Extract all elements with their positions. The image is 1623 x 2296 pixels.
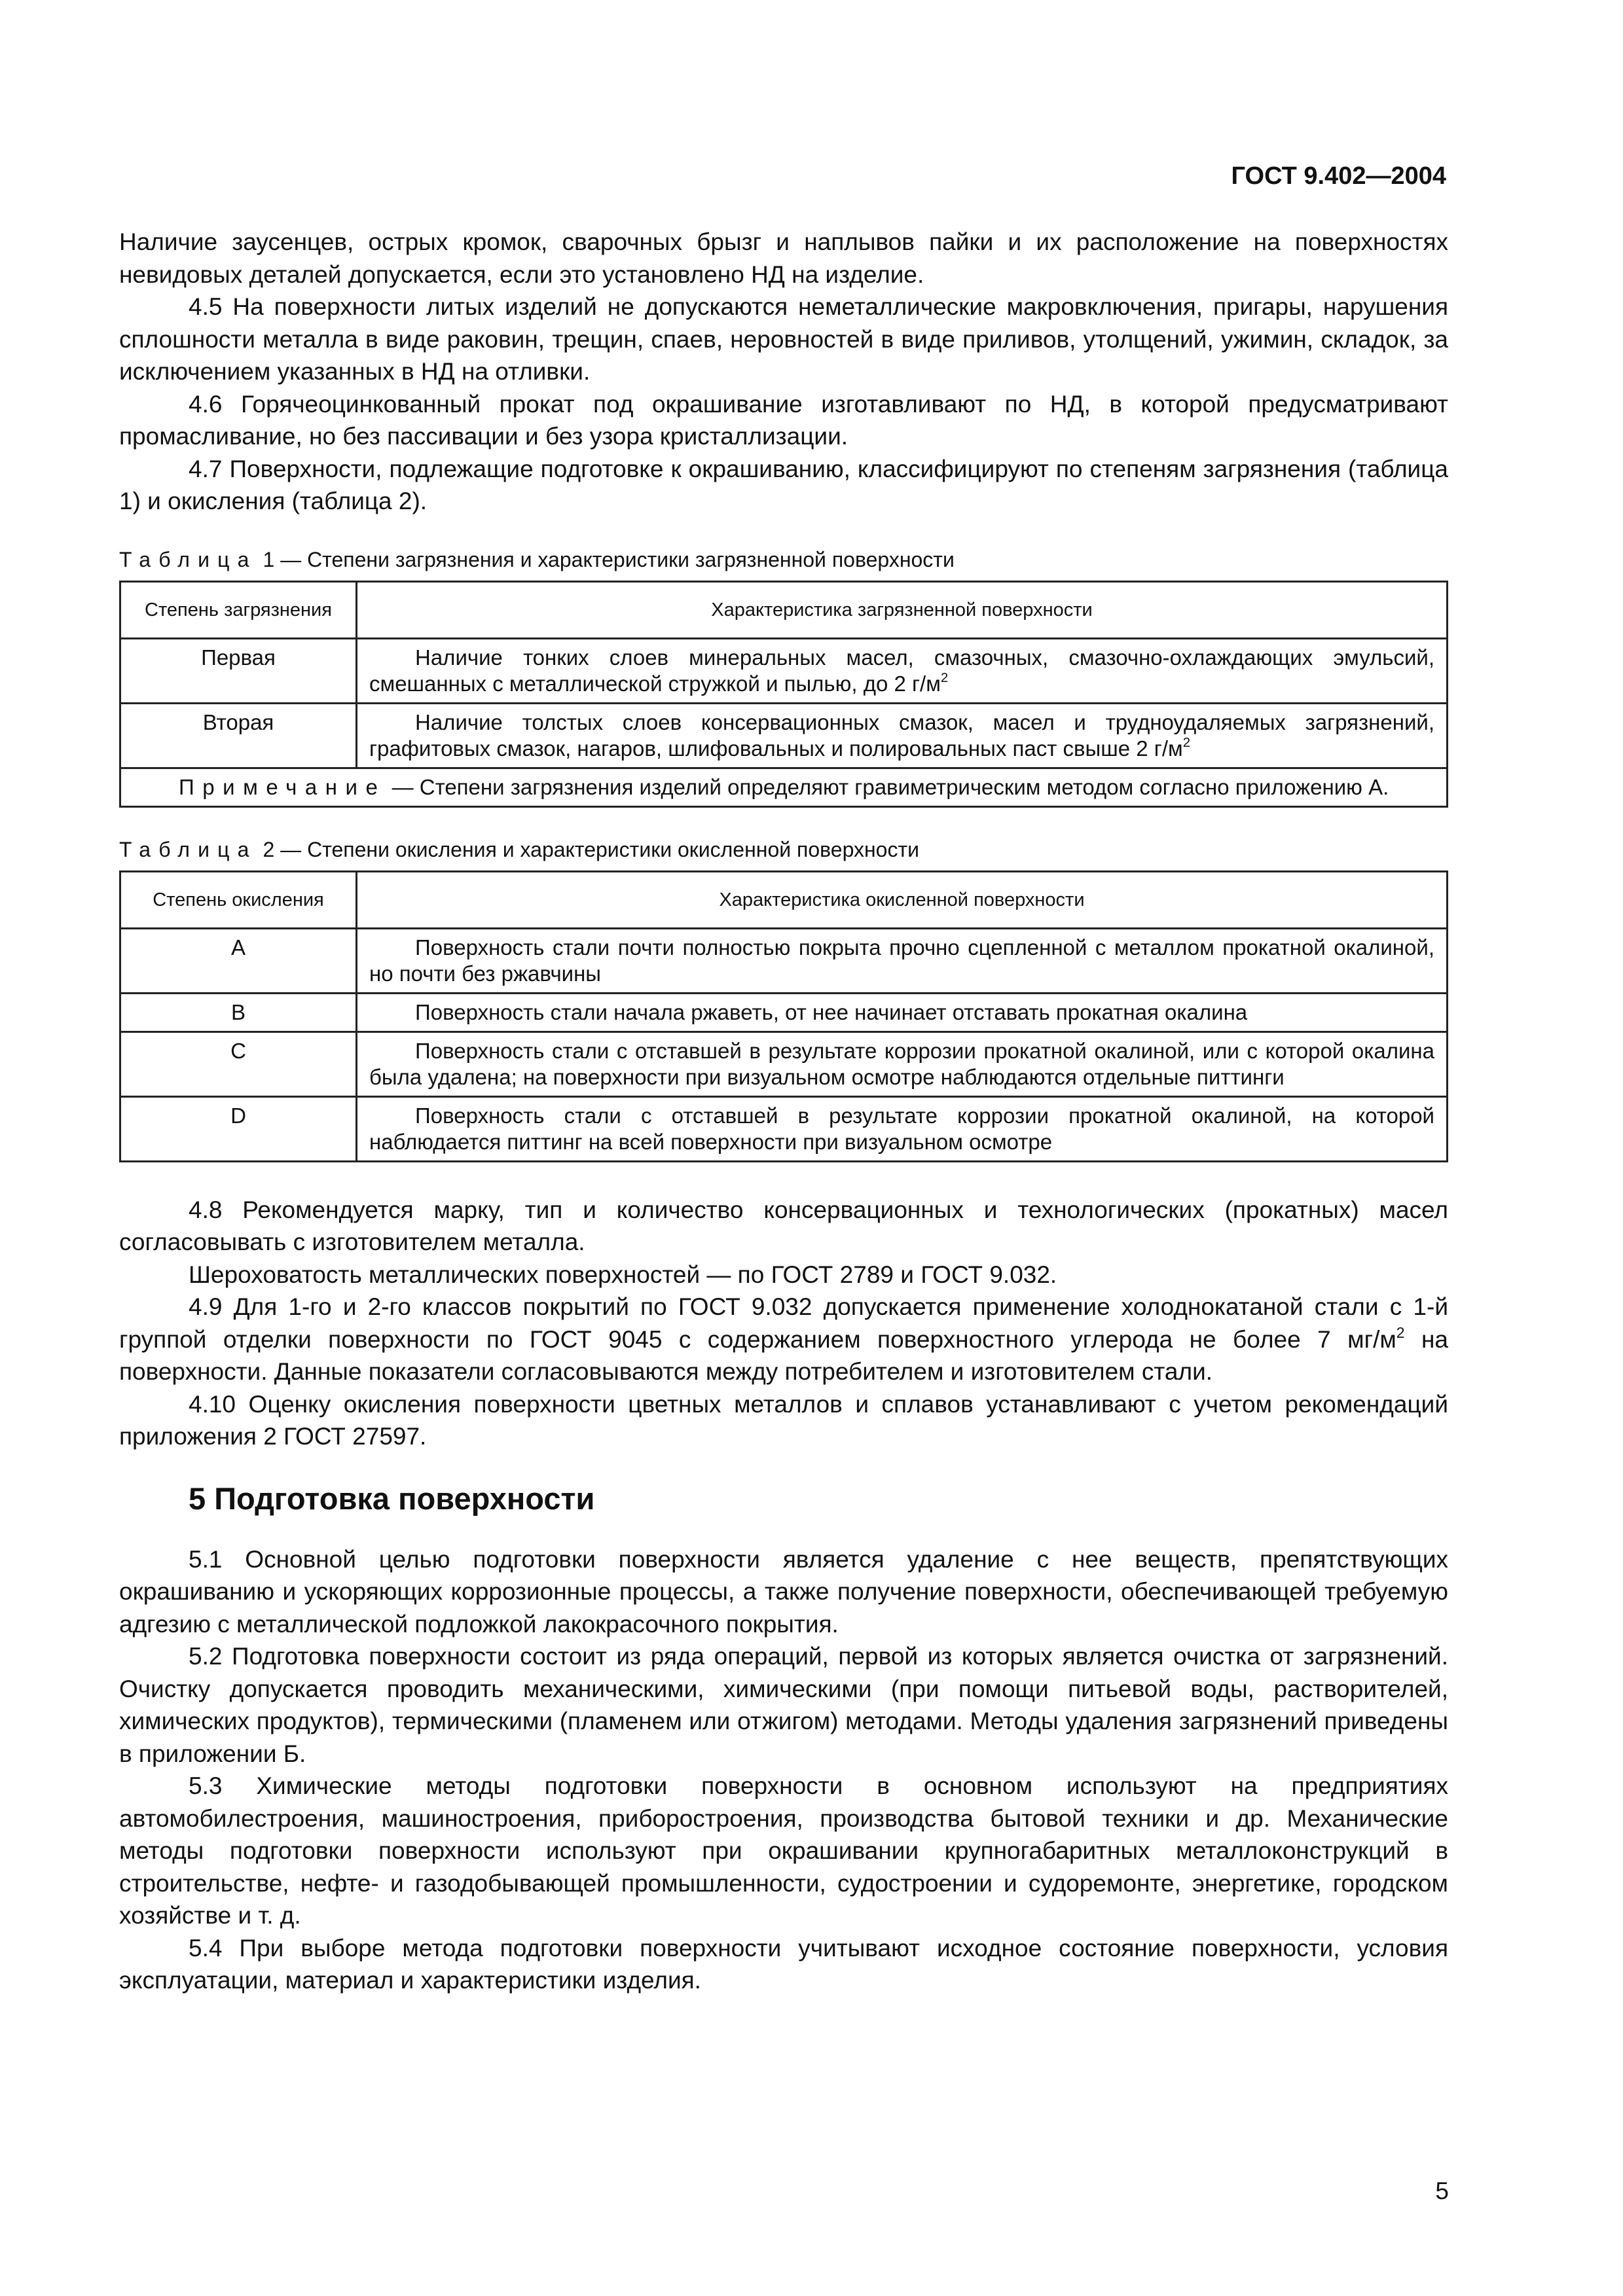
table-row [120,1031,1448,1096]
page-number: 5 [1435,2178,1449,2204]
column-header-degree: Степень загрязнения [120,581,357,638]
table-header-row [120,871,1448,928]
paragraph-roughness: Шероховатость металлических поверхностей — по ГОСТ 2789 и ГОСТ 9.032. [189,1261,1057,1288]
paragraph-4-7: 4.7 Поверхности, подлежащие подготовке к окрашиванию, классифицируют по степеням загрязнения (таблица 1) и окисления (таблица 2). [119,455,1448,514]
description-cell: Наличие толстых слоев консервационных смазок, масел и трудноудаляемых загрязнений, графитовых смазок, нагаров, шлифовальных и полировальных паст свыше 2 $г/м^2$ [357,703,1448,768]
column-header-characteristic: Характеристика загрязненной поверхности [357,581,1448,638]
table-row [120,703,1448,768]
table2-caption: Таблица 2 — Степени окисления и характеристики окисленной поверхности [119,837,919,861]
section-5-heading: 5 Подготовка поверхности [189,1480,595,1516]
paragraph-4-8: 4.8 Рекомендуется марку, тип и количество консервационных и технологических (прокатных) масел согласовывать с изготовителем металла. [119,1196,1448,1255]
paragraph-4-5: 4.5 На поверхности литых изделий не допускаются неметаллические макровключения, пригары, нарушения сплошности металла в виде раковин, трещин, спаев, неровностей в виде приливов, утолщений, ужимин, складок, за исключением указанных в НД на отливки. [119,293,1448,385]
table-note-row [120,768,1448,806]
paragraph-4-10: 4.10 Оценку окисления поверхности цветных металлов и сплавов устанавливают с учетом рекомендаций приложения 2 ГОСТ 27597. [119,1390,1448,1450]
degree-cell: Первая [120,638,357,703]
page-content [119,226,1448,1997]
table-header-row [120,581,1448,638]
degree-cell: D [120,1096,357,1161]
column-header-characteristic: Характеристика окисленной поверхности [357,871,1448,928]
table-row [120,1096,1448,1161]
table-oxidation-degrees [119,870,1448,1162]
paragraph-5-2: 5.2 Подготовка поверхности состоит из ряда операций, первой из которых является очистка от загрязнений. Очистку допускается проводить механическими, химическими (при помощи питьевой воды, растворителей, химических продуктов), термическими (пламенем или отжигом) методами. Методы удаления загрязнений приведены в приложении Б. [119,1643,1448,1767]
paragraph-5-3: 5.3 Химические методы подготовки поверхности в основном используют на предприятиях автомобилестроения, машиностроения, приборостроения, производства бытовой техники и др. Механические методы подготовки поверхности используют при окрашивании крупногабаритных металлоконструкций в строительстве, нефте- и газодобывающей промышленности, судостроении и судоремонте, энергетике, городском хозяйстве и т. д. [119,1772,1448,1929]
table-contamination-degrees [119,581,1448,808]
description-cell: Поверхность стали почти полностью покрыта прочно сцепленной с металлом прокатной окалиной, но почти без ржавчины [357,928,1448,993]
description-cell: Поверхность стали с отставшей в результате коррозии прокатной окалиной, на которой наблюдается питтинг на всей поверхности при визуальном осмотре [357,1096,1448,1161]
document-id-header: ГОСТ 9.402—2004 [1231,162,1446,190]
degree-cell: B [120,993,357,1031]
column-header-degree: Степень окисления [120,871,357,928]
description-cell: Поверхность стали с отставшей в результате коррозии прокатной окалиной, или с которой окалина была удалена; на поверхности при визуальном осмотре наблюдаются отдельные питтинги [357,1031,1448,1096]
table-row [120,638,1448,703]
table-row [120,993,1448,1031]
table-note: Примечание — Степени загрязнения изделий определяют гравиметрическим методом согласно приложению А. [120,768,1448,806]
description-cell: Наличие тонких слоев минеральных масел, смазочных, смазочно-охлаждающих эмульсий, смешанных с металлической стружкой и пылью, до 2 $г/м^2$ [357,638,1448,703]
paragraph-5-1: 5.1 Основной целью подготовки поверхности является удаление с нее веществ, препятствующих окрашиванию и ускоряющих коррозионные процессы, а также получение поверхности, обеспечивающей требуемую адгезию с металлической подложкой лакокрасочного покрытия. [119,1545,1448,1638]
paragraph-5-4: 5.4 При выборе метода подготовки поверхности учитывают исходное состояние поверхности, условия эксплуатации, материал и характеристики изделия. [119,1934,1448,1994]
description-cell: Поверхность стали начала ржаветь, от нее начинает отставать прокатная окалина [357,993,1448,1031]
paragraph-burrs: Наличие заусенцев, острых кромок, сварочных брызг и наплывов пайки и их расположение на поверхностях невидовых деталей допускается, если это установлено НД на изделие. [119,228,1448,288]
degree-cell: A [120,928,357,993]
degree-cell: C [120,1031,357,1096]
table1-caption: Таблица 1 — Степени загрязнения и характеристики загрязненной поверхности [119,547,955,571]
degree-cell: Вторая [120,703,357,768]
paragraph-4-6: 4.6 Горячеоцинкованный прокат под окрашивание изготавливают по НД, в которой предусматривают промасливание, но без пассивации и без узора кристаллизации. [119,390,1448,450]
paragraph-4-9: 4.9 Для 1-го и 2-го классов покрытий по ГОСТ 9.032 допускается применение холоднокатаной стали с 1-й группой отделки поверхности по ГОСТ 9045 с содержанием поверхностного углерода не более 7 $мг/м^2$ на поверхности. Данные показатели согласовываются между потребителем и изготовителем стали. [119,1293,1448,1385]
table-row [120,928,1448,993]
